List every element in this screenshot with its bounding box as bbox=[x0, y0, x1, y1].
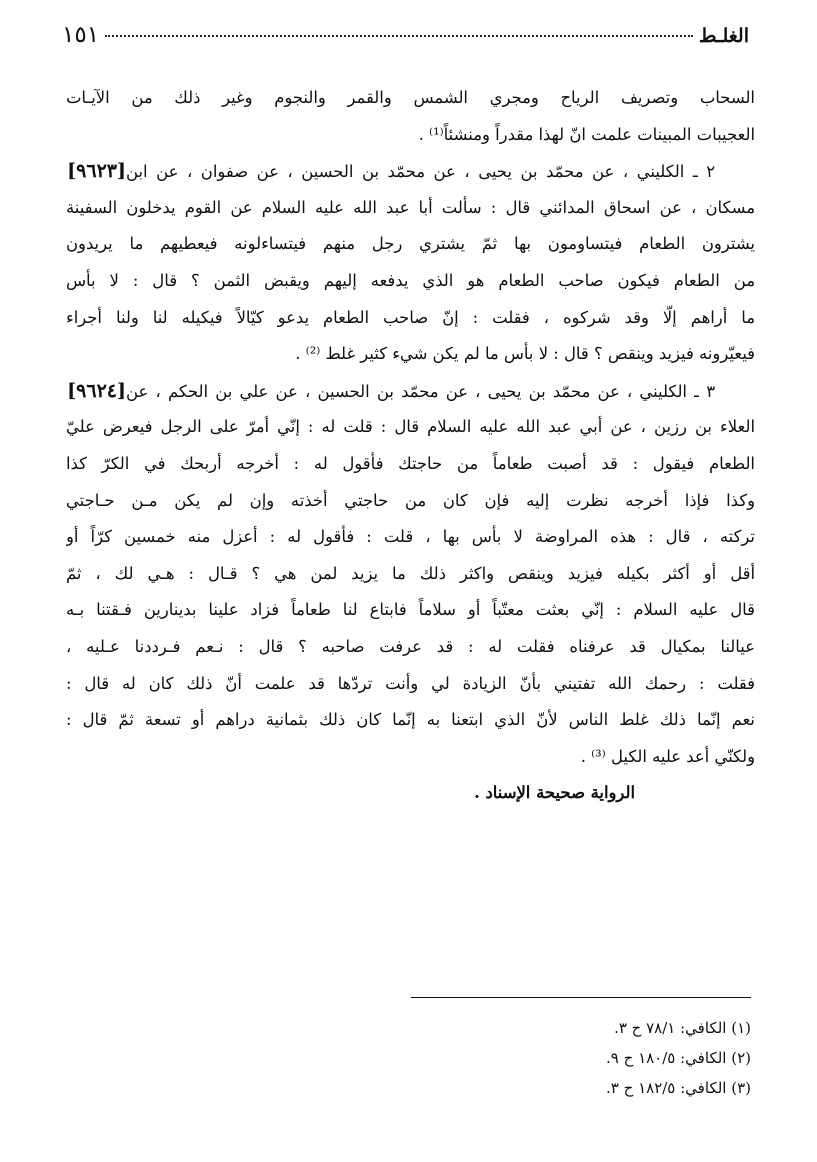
footnote-separator bbox=[411, 997, 751, 998]
text-line: من الطعام فيكون صاحب الطعام هو الذي يدفعه إليهم ويقبض الثمن ؟ قال : لا بأس bbox=[66, 270, 755, 290]
text-line: السحاب وتصريف الرياح ومجري الشمس والقمر والنجوم وغير ذلك من الآيـات bbox=[66, 88, 755, 107]
main-text bbox=[66, 80, 755, 812]
text-line: مسكان ، عن اسحاق المدائني قال : سألت أبا عبد الله عليه السلام عن القوم يدخلون السفينة bbox=[66, 197, 755, 217]
text-line: الطعام فيقول : قد أصبت طعاماً من حاجتك فأقول له : أخرجه أربحك في الكرّ كذا bbox=[66, 453, 755, 473]
footnotes bbox=[606, 1013, 751, 1103]
running-header bbox=[62, 22, 749, 52]
text-line: ما أراهم إلّا وقد شركوه ، فقلت : إنّ صاحب الطعام يدعو كيّالاً فيكيله لنا ولنا أجراء bbox=[66, 307, 755, 327]
text-line: عيالنا بمكيال قد عرفناه فقلت له : قد عرفت صاحبه ؟ قال : نـعم فـرددنا عـليه ، bbox=[66, 636, 755, 656]
hadith-heading bbox=[66, 373, 755, 410]
grading-note: الرواية صحيحة الإسناد . bbox=[474, 783, 635, 803]
text-line: أقل أو أكثر بكيله فيزيد وينقص واكثر ذلك ما يزيد لمن هي ؟ قـال : هـي لك ، ثمّ bbox=[66, 563, 755, 583]
text-line: وكذا فإذا أخرجه نظرت إليه فإن كان من حاجتي أخذته وإن لم يكن مـن حـاجتي bbox=[66, 490, 755, 510]
text-line: نعم إنّما ذلك غلط الناس لأنّ الذي ابتعنا به إنّما كان ذلك بثمانية دراهم أو تسعة ثمّ قال : bbox=[66, 710, 755, 730]
hadith-heading bbox=[66, 153, 755, 190]
footnote: (٣) الكافي: ١٨٢/٥ ح ٣. bbox=[606, 1079, 751, 1097]
text-line: فيعيّرونه فيزيد وينقص ؟ قال : لا بأس ما لم يكن شيء كثير غلط ⁽²⁾ . bbox=[295, 344, 755, 364]
text-line: العلاء بن رزين ، عن أبي عبد الله عليه السلام قال : قلت له : إنّي أمرّ على الرجل فيعرض عليّ bbox=[66, 417, 755, 437]
text-line: تركته ، قال : هذه المراوضة لا بأس بها ، قلت : فأقول له : أعزل منه خمسين كرّاً أو bbox=[66, 527, 755, 547]
text-line: يشترون الطعام فيتساومون بها ثمّ يشتري رجل منهم فيتساءلونه فيعطيهم ما يريدون bbox=[66, 234, 755, 254]
hadith-number: [٩٦٢٤] bbox=[67, 379, 126, 402]
text-line: ولكنّي أعد عليه الكيل ⁽³⁾ . bbox=[580, 746, 755, 766]
hadith-number: [٩٦٢٣] bbox=[67, 160, 126, 183]
page-number: ١٥١ bbox=[62, 22, 100, 48]
text-line: العجيبات المبينات علمت انّ لهذا مقدراً ومنشئاً⁽¹⁾ . bbox=[418, 124, 755, 144]
text-line: فقلت : رحمك الله تفتيني بأنّ الزيادة لي وأنت تردّها قد علمت أنّ ذلك كان له قال : bbox=[66, 673, 755, 693]
hadith-first-line: ٢ ـ الكليني ، عن محمّد بن يحيى ، عن محمّد بن الحسين ، عن صفوان ، عن ابن bbox=[126, 162, 715, 182]
chapter-title: الغلـط bbox=[698, 25, 749, 47]
hadith-first-line: ٣ ـ الكليني ، عن محمّد بن يحيى ، عن محمّد بن الحسين ، عن علي بن الحكم ، عن bbox=[126, 381, 715, 401]
footnote: (١) الكافي: ٧٨/١ ح ٣. bbox=[614, 1019, 751, 1037]
text-line: قال عليه السلام : إنّي بعثت معتّباً أو سلاماً فابتاع لنا طعاماً فزاد علينا بدينارين فـقتنا بـه bbox=[66, 600, 755, 620]
footnote: (٢) الكافي: ١٨٠/٥ ح ٩. bbox=[606, 1049, 751, 1067]
header-dot-leader bbox=[105, 35, 693, 37]
